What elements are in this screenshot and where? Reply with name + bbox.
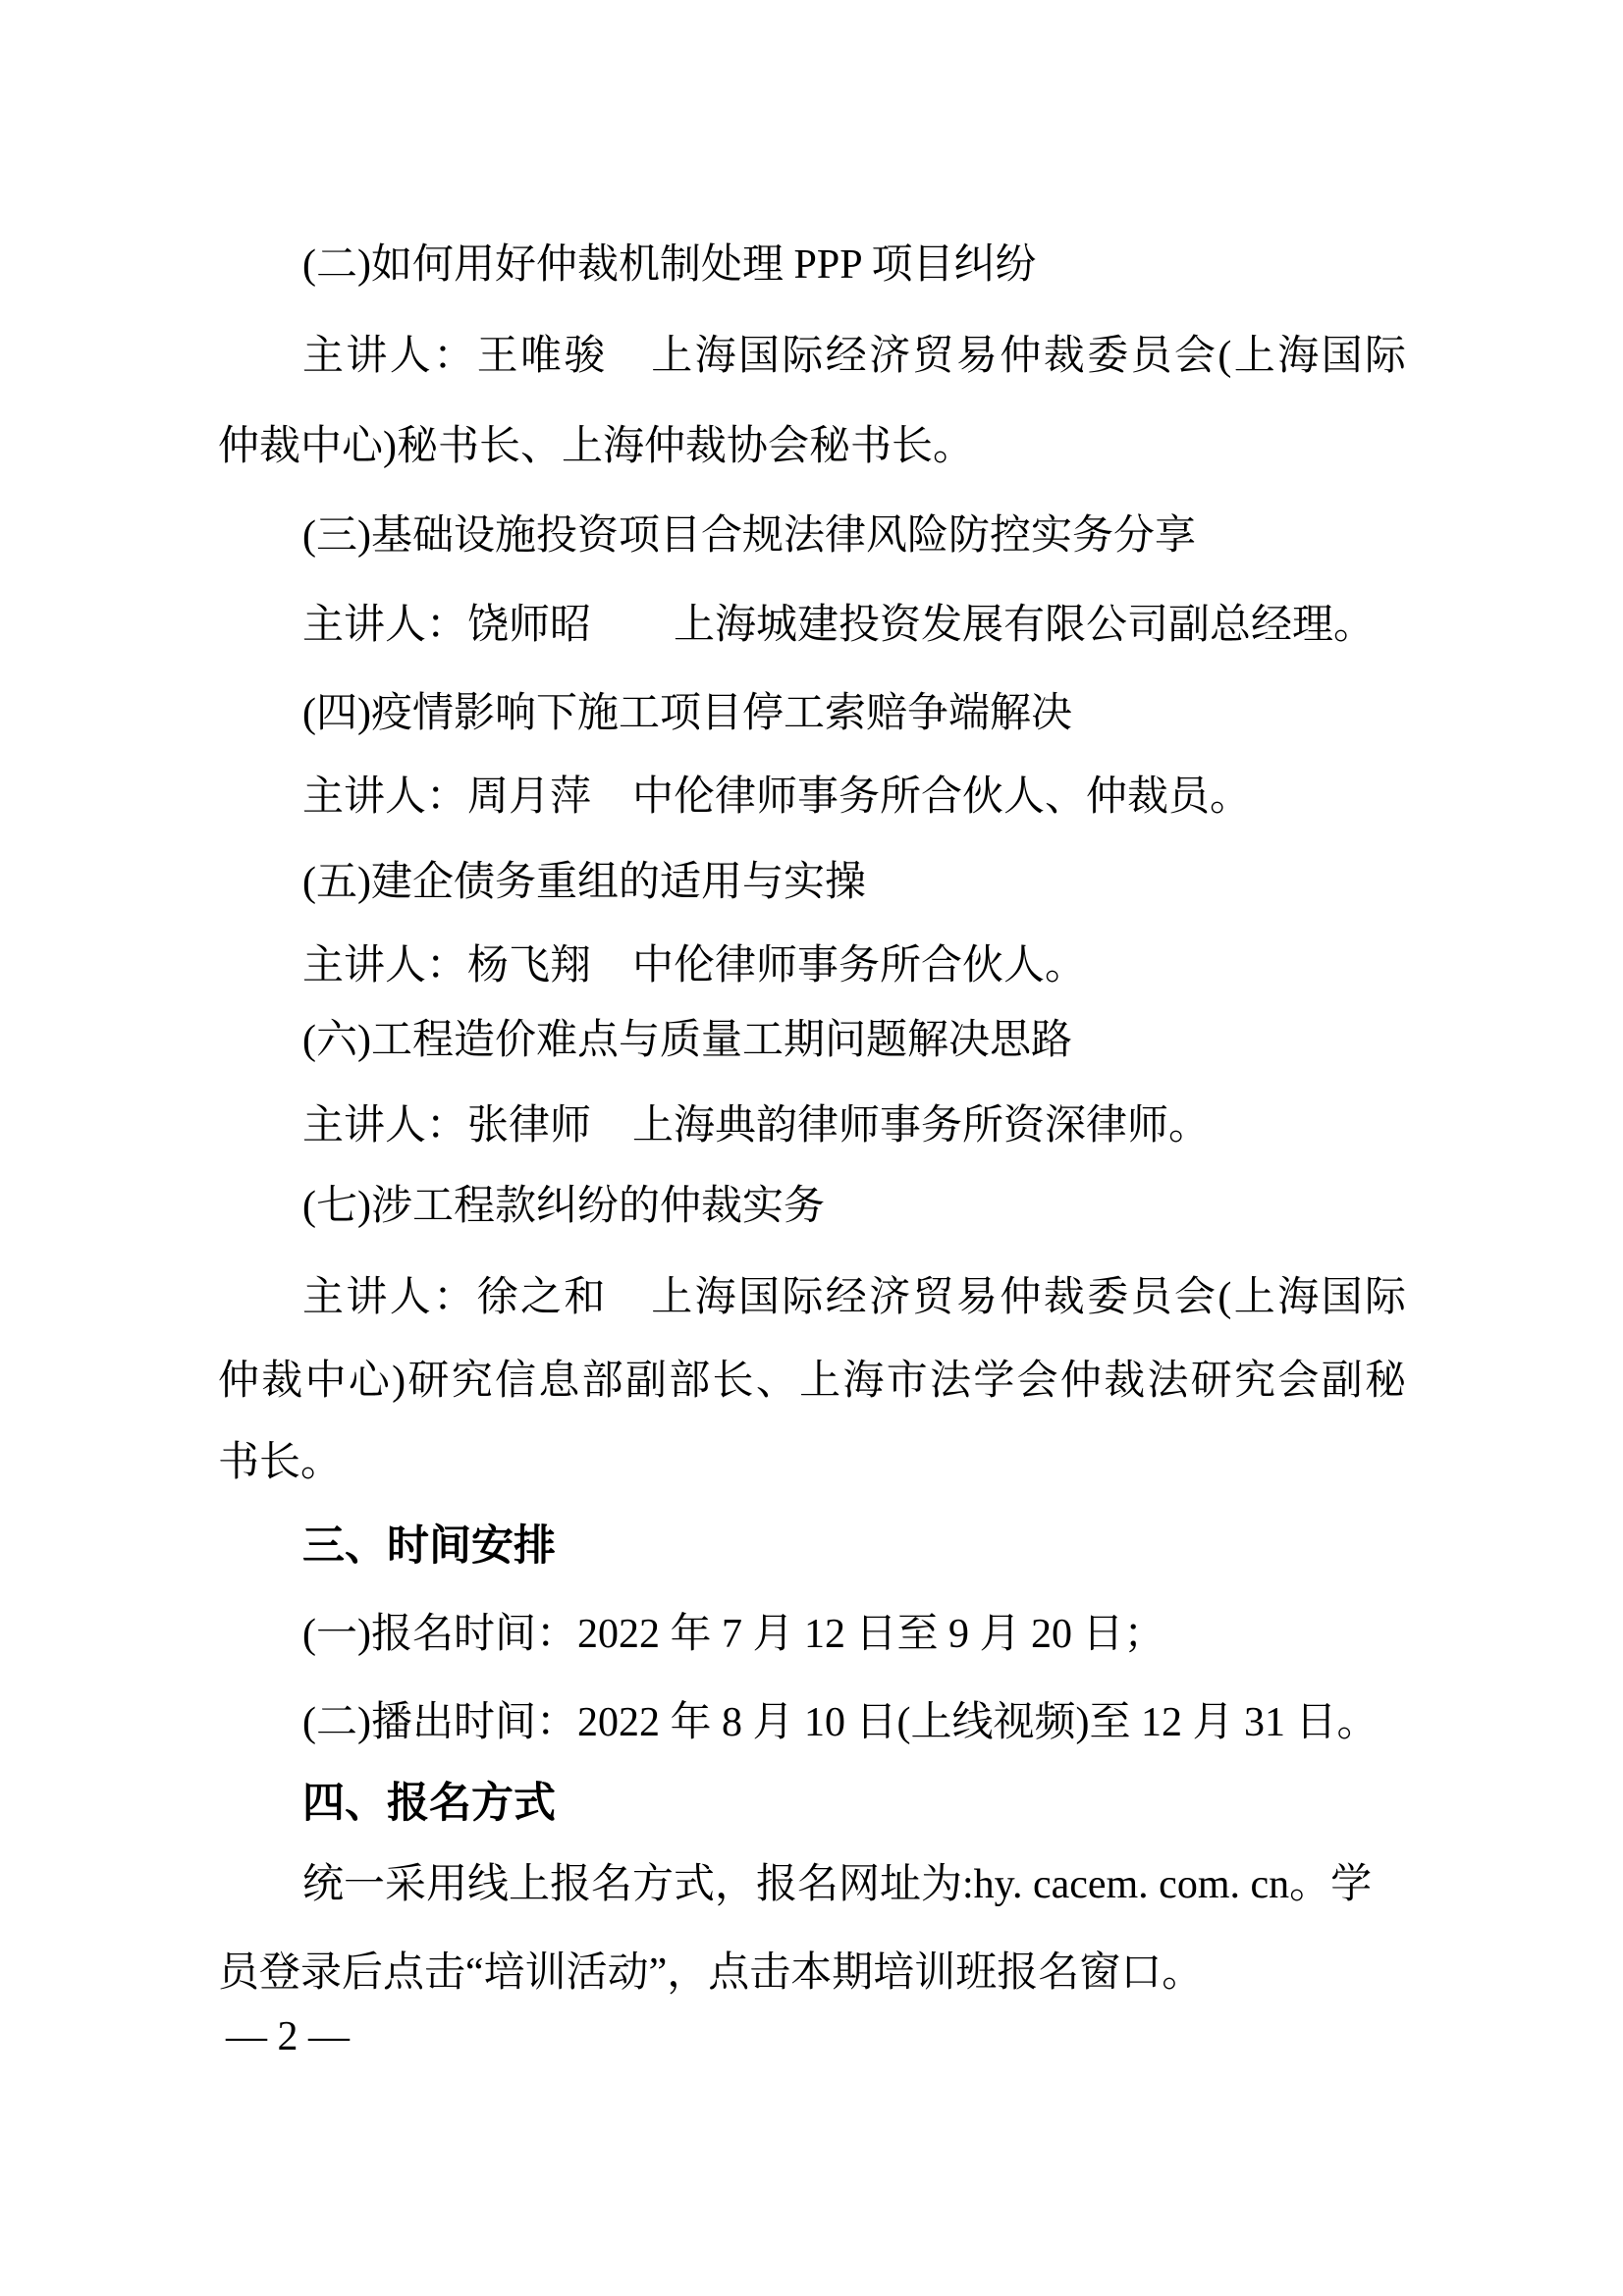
agenda-item-7-title: (七)涉工程款纠纷的仲裁实务: [302, 1184, 825, 1229]
speaker-line-7: 主讲人：徐之和 上海国际经济贸易仲裁委员会(上海国际: [302, 1275, 1406, 1320]
page-number: — 2 —: [226, 2014, 350, 2059]
speaker-line-2: 主讲人：王唯骏 上海国际经济贸易仲裁委员会(上海国际: [302, 334, 1406, 379]
registration-instructions-line-1: 统一采用线上报名方式，报名网址为:hy. cacem. com. cn。学: [302, 1862, 1373, 1907]
agenda-item-6-title: (六)工程造价难点与质量工期问题解决思路: [302, 1018, 1072, 1063]
speaker-line-7-continuation: 仲裁中心)研究信息部副部长、上海市法学会仲裁法研究会副秘: [218, 1359, 1406, 1404]
schedule-registration-period: (一)报名时间：2022 年 7 月 12 日至 9 月 20 日；: [302, 1612, 1165, 1657]
speaker-line-6: 主讲人：张律师 上海典韵律师事务所资深律师。: [302, 1103, 1211, 1148]
agenda-item-4-title: (四)疫情影响下施工项目停工索赔争端解决: [302, 691, 1072, 736]
schedule-broadcast-period: (二)播出时间：2022 年 8 月 10 日(上线视频)至 12 月 31 日。: [302, 1700, 1379, 1745]
section-heading-schedule: 三、时间安排: [302, 1522, 556, 1571]
agenda-item-2-title: (二)如何用好仲裁机制处理 PPP 项目纠纷: [302, 242, 1037, 288]
speaker-line-7-continuation-2: 书长。: [218, 1440, 343, 1485]
speaker-line-3: 主讲人：饶师昭 上海城建投资发展有限公司副总经理。: [302, 603, 1376, 648]
speaker-line-2-continuation: 仲裁中心)秘书长、上海仲裁协会秘书长。: [218, 424, 974, 469]
speaker-line-4: 主讲人：周月萍 中伦律师事务所合伙人、仲裁员。: [302, 774, 1252, 820]
speaker-line-5: 主讲人：杨飞翔 中伦律师事务所合伙人。: [302, 943, 1087, 988]
section-heading-registration: 四、报名方式: [302, 1779, 556, 1828]
registration-instructions-line-2: 员登录后点击“培训活动”，点击本期培训班报名窗口。: [218, 1950, 1204, 1996]
agenda-item-5-title: (五)建企债务重组的适用与实操: [302, 860, 866, 905]
agenda-item-3-title: (三)基础设施投资项目合规法律风险防控实务分享: [302, 513, 1196, 559]
